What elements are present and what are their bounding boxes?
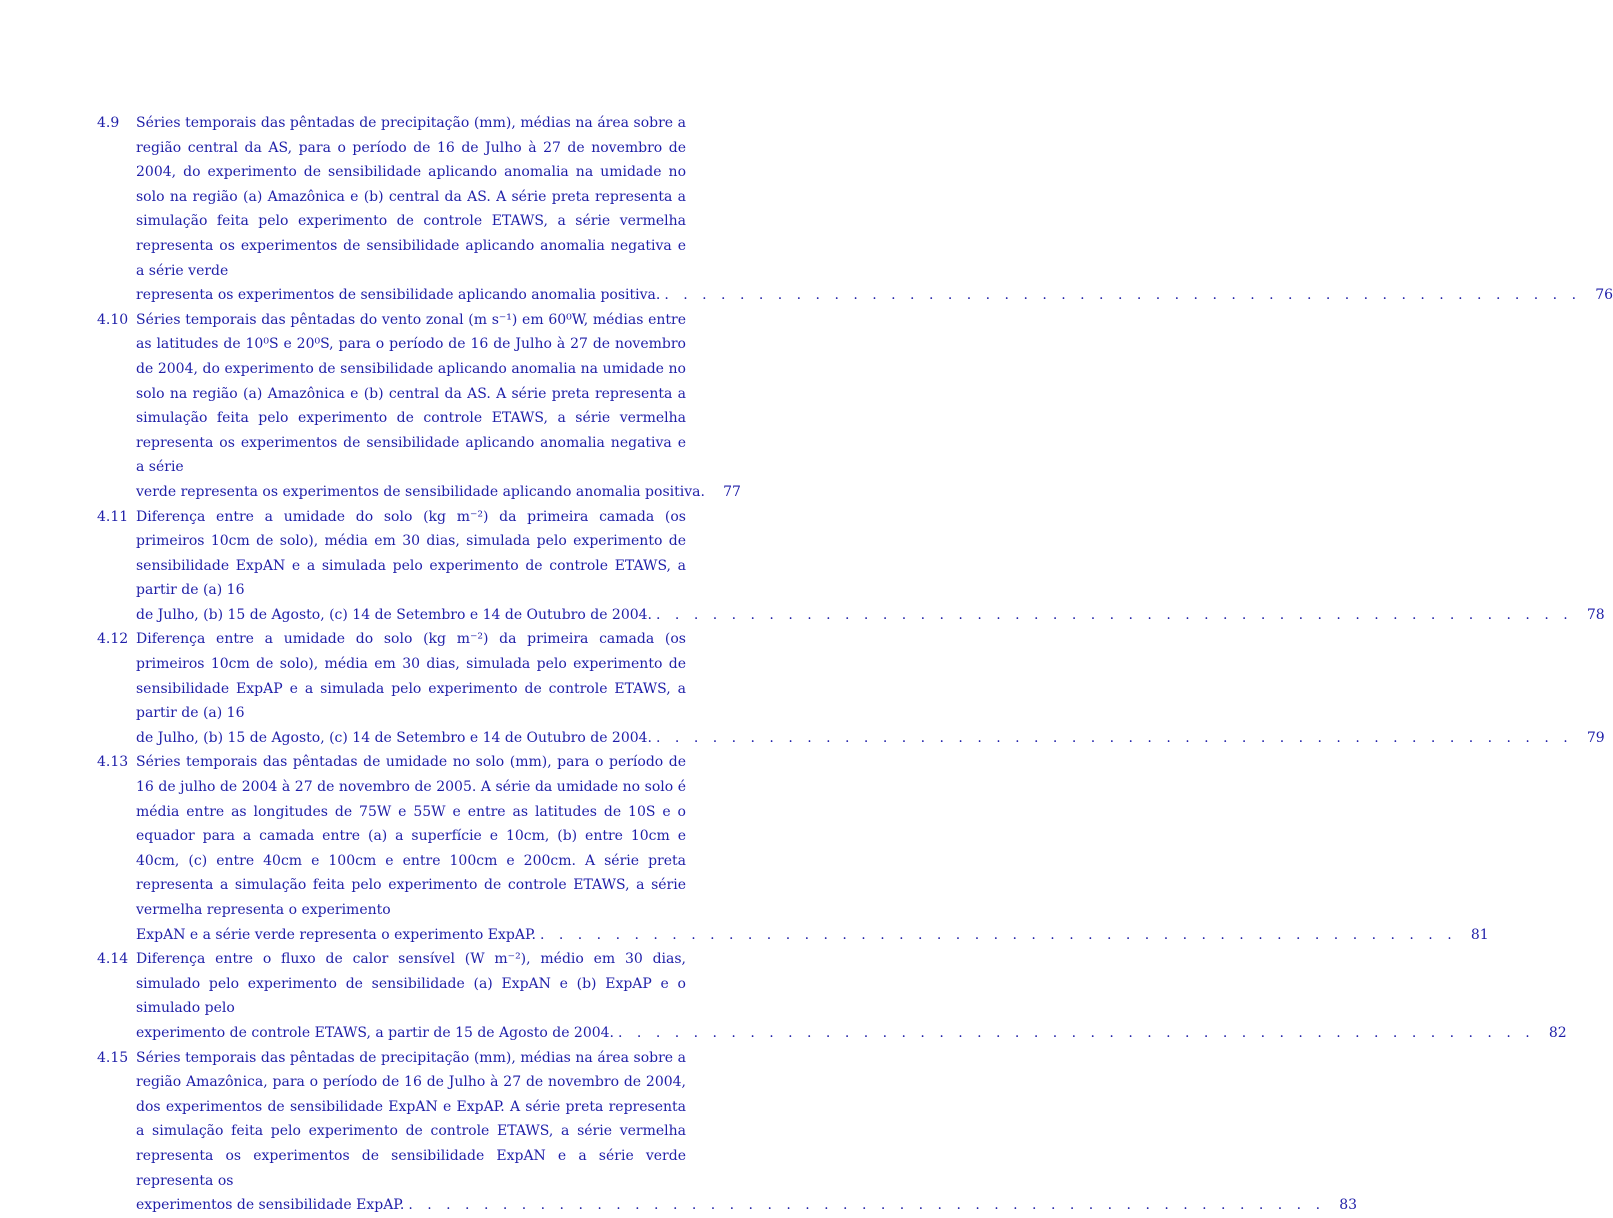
figure-entry-4-14[interactable] (97, 947, 1567, 1045)
figure-number: 4.14 (97, 951, 129, 968)
figure-number: 4.13 (97, 754, 129, 771)
figure-entry-4-10[interactable] (97, 308, 741, 505)
figure-entry-4-12[interactable] (97, 627, 1605, 750)
figure-caption-last-line: de Julho, (b) 15 de Agosto, (c) 14 de Setembro e 14 de Outubro de 2004. (136, 606, 653, 623)
figure-number: 4.12 (97, 631, 129, 648)
page-number[interactable]: 77 (723, 483, 741, 500)
figure-caption: Diferença entre a umidade do solo (kg m⁻²) da primeira camada (os primeiros 10cm de solo), média em 30 dias, simulada pelo experimento de sensibilidade ExpAN e a simulada pelo experimento de controle ETAWS, a partir de (a) 16 (136, 508, 686, 599)
figure-caption: Séries temporais das pêntadas de precipitação (mm), médias na área sobre a região central da AS, para o período de 16 de Julho à 27 de novembro de 2004, do experimento de sensibilidade aplicando anomalia na umidade no solo na região (a) Amazônica e (b) central da AS. A série preta representa a simulação feita pelo experimento de controle ETAWS, a série vermelha representa os experimentos de sensibilidade aplicando anomalia negativa e a série verde (136, 115, 686, 279)
leader-dots: . . . . . . . . . . . . . . . . . . . . . . . . . . . . . . . . . . . . . . . . . . . . . . . . . (618, 1024, 1535, 1041)
page-number[interactable]: 76 (1595, 287, 1613, 304)
leader-dots: . . . . . . . . . . . . . . . . . . . . . . . . . . . . . . . . . . . . . . . . . . . . . . . . . (539, 926, 1457, 943)
figure-caption: Diferença entre o fluxo de calor sensível (W m⁻²), médio em 30 dias, simulado pelo experimento de sensibilidade (a) ExpAN e (b) ExpAP e o simulado pelo (136, 951, 686, 1017)
leader-dots: . . . . . . . . . . . . . . . . . . . . . . . . . . . . . . . . . . . . . . . . . . . . . . . . . (656, 729, 1573, 746)
leader-dots: . . . . . . . . . . . . . . . . . . . . . . . . . . . . . . . . . . . . . . . . . . . . . . . . . (408, 1197, 1326, 1214)
figure-caption-last-line: representa os experimentos de sensibilidade aplicando anomalia positiva. (136, 287, 661, 304)
figure-number: 4.15 (97, 1049, 129, 1066)
figure-number: 4.10 (97, 311, 129, 328)
figure-caption: Séries temporais das pêntadas de umidade no solo (mm), para o período de 16 de julho de 2004 à 27 de novembro de 2005. A série da umidade no solo é média entre as longitudes de 75W e 55W e entre as latitudes de 10S e o equador para a camada entre (a) a superfície e 10cm, (b) entre 10cm e 40cm, (c) entre 40cm e 100cm e entre 100cm e 200cm. A série preta representa a simulação feita pelo experimento de controle ETAWS, a série vermelha representa o experimento (136, 754, 686, 918)
figure-number: 4.9 (97, 115, 120, 131)
figure-entry-4-13[interactable] (97, 750, 1489, 947)
page-number[interactable]: 82 (1548, 1024, 1567, 1041)
figure-caption-last-line: ExpAN e a série verde representa o experimento ExpAP. (136, 926, 536, 943)
figure-entry-4-15[interactable] (97, 1046, 1358, 1218)
figure-entry-4-9[interactable] (97, 111, 1613, 308)
page-number[interactable]: 79 (1586, 729, 1605, 746)
leader-dots: . . . . . . . . . . . . . . . . . . . . . . . . . . . . . . . . . . . . . . . . . . . . . . . . . (656, 606, 1573, 623)
figure-caption-last-line: de Julho, (b) 15 de Agosto, (c) 14 de Setembro e 14 de Outubro de 2004. (136, 729, 653, 746)
figure-caption-last-line: experimentos de sensibilidade ExpAP. (136, 1197, 405, 1214)
figure-caption: Séries temporais das pêntadas do vento zonal (m s⁻¹) em 60⁰W, médias entre as latitudes de 10⁰S e 20⁰S, para o período de 16 de Julho à 27 de novembro de 2004, do experimento de sensibilidade aplicando anomalia na umidade no solo na região (a) Amazônica e (b) central da AS. A série preta representa a simulação feita pelo experimento de controle ETAWS, a série vermelha representa os experimentos de sensibilidade aplicando anomalia negativa e a série (136, 311, 686, 476)
figure-caption: Séries temporais das pêntadas de precipitação (mm), médias na área sobre a região Amazônica, para o período de 16 de Julho à 27 de novembro de 2004, dos experimentos de sensibilidade ExpAN e ExpAP. A série preta representa a simulação feita pelo experimento de controle ETAWS, a série vermelha representa os experimentos de sensibilidade ExpAN e a série verde representa os (136, 1049, 686, 1189)
page-number[interactable]: 83 (1339, 1197, 1358, 1214)
page-number[interactable]: 81 (1470, 926, 1489, 943)
figure-entry-4-11[interactable] (97, 505, 1605, 628)
figure-number: 4.11 (97, 508, 129, 525)
figure-caption: Diferença entre a umidade do solo (kg m⁻²) da primeira camada (os primeiros 10cm de solo), média em 30 dias, simulada pelo experimento de sensibilidade ExpAP e a simulada pelo experimento de controle ETAWS, a partir de (a) 16 (136, 631, 686, 722)
figure-caption-last-line: verde representa os experimentos de sensibilidade aplicando anomalia positiva. (136, 483, 705, 500)
figure-caption-last-line: experimento de controle ETAWS, a partir de 15 de Agosto de 2004. (136, 1024, 615, 1041)
leader-dots: . . . . . . . . . . . . . . . . . . . . . . . . . . . . . . . . . . . . . . . . . . . . . . . . . (664, 287, 1582, 304)
page-number[interactable]: 78 (1586, 606, 1605, 623)
list-of-figures (97, 111, 1613, 1218)
